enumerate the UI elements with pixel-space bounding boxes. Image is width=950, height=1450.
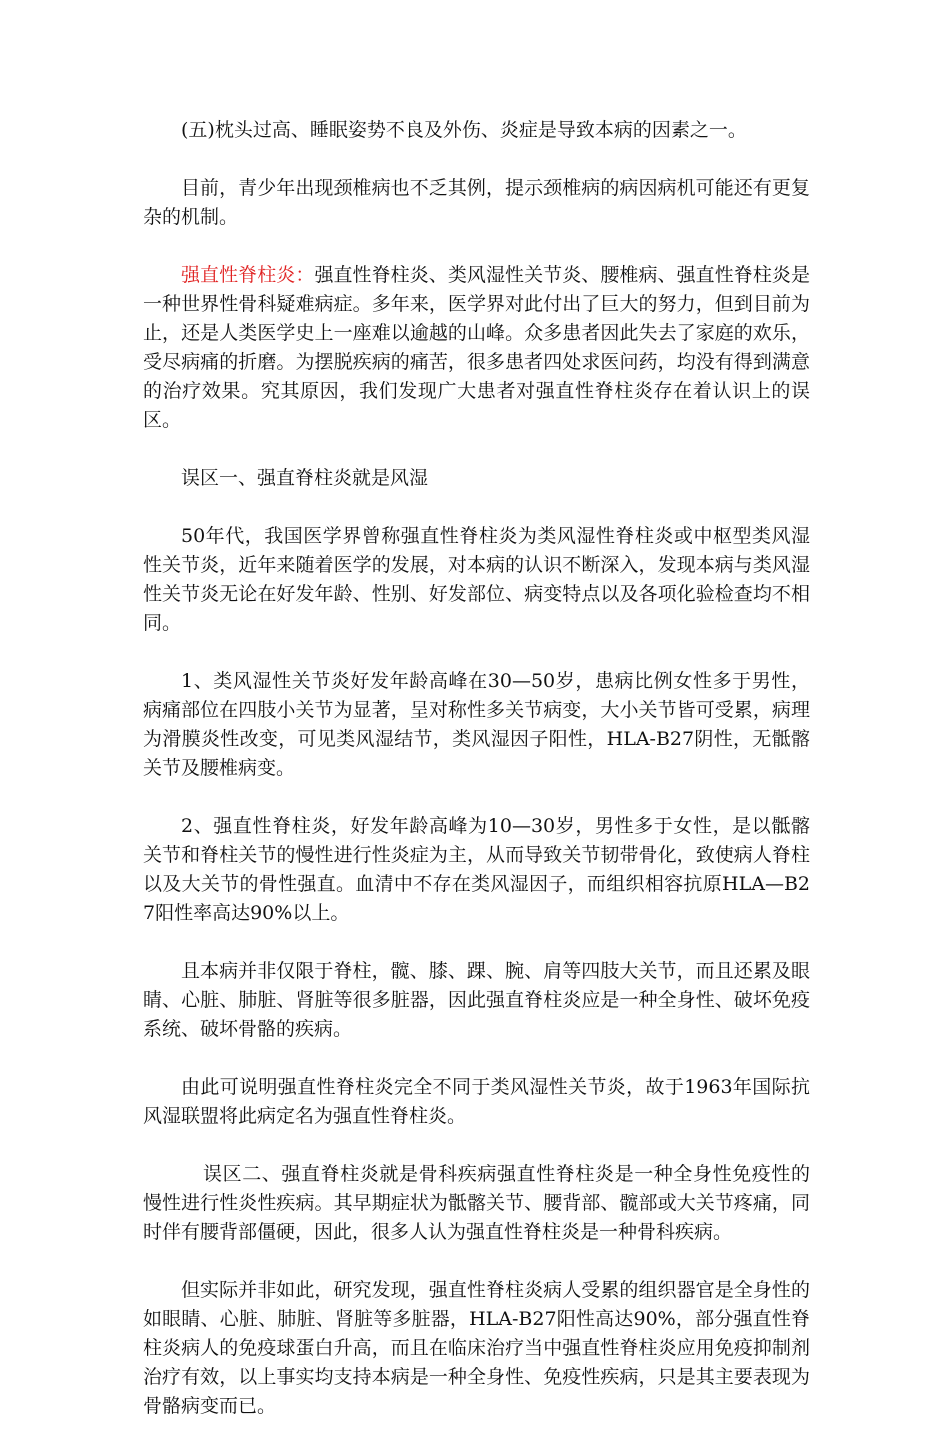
paragraph-systemic-involvement: 且本病并非仅限于脊柱，髋、膝、踝、腕、肩等四肢大关节，而且还累及眼睛、心脏、肺脏、肾脏等很多脏器，因此强直脊柱炎应是一种全身性、破坏免疫系统、破坏骨骼的疾病。 bbox=[143, 960, 810, 1040]
paragraph-naming-1963: 由此可说明强直性脊柱炎完全不同于类风湿性关节炎，故于1963年国际抗风湿联盟将此病定名为强直性脊柱炎。 bbox=[143, 1076, 810, 1127]
paragraph-as-intro bbox=[143, 261, 810, 435]
paragraph-ra-features: 1、类风湿性关节炎好发年龄高峰在30—50岁，患病比例女性多于男性，病痛部位在四肢小关节为显著，呈对称性多关节病变，大小关节皆可受累，病理为滑膜炎性改变，可见类风湿结节，类风湿因子阳性，HLA-B27阴性，无骶髂关节及腰椎病变。 bbox=[143, 670, 810, 779]
section-heading-as: 强直性脊柱炎： bbox=[181, 264, 315, 286]
paragraph-as-features: 2、强直性脊柱炎，好发年龄高峰为10—30岁，男性多于女性，是以骶髂关节和脊柱关节的慢性进行性炎症为主，从而导致关节韧带骨化，致使病人脊柱以及大关节的骨性强直。血清中不存在类风湿因子，而组织相容抗原HLA—B27阳性率高达90%以上。 bbox=[143, 815, 810, 924]
paragraph-1950s-history: 50年代，我国医学界曾称强直性脊柱炎为类风湿性脊柱炎或中枢型类风湿性关节炎，近年来随着医学的发展，对本病的认识不断深入，发现本病与类风湿性关节炎无论在好发年龄、性别、好发部位、病变特点以及各项化验检查均不相同。 bbox=[143, 525, 810, 634]
paragraph-immune-evidence: 但实际并非如此，研究发现，强直性脊柱炎病人受累的组织器官是全身性的如眼睛、心脏、肺脏、肾脏等多脏器，HLA-B27阳性高达90%，部分强直性脊柱炎病人的免疫球蛋白升高，而且在临床治疗当中强直性脊柱炎应用免疫抑制剂治疗有效，以上事实均支持本病是一种全身性、免疫性疾病，只是其主要表现为骨骼病变而已。 bbox=[143, 1279, 810, 1417]
paragraph-as-intro-body: 强直性脊柱炎、类风湿性关节炎、腰椎病、强直性脊柱炎是一种世界性骨科疑难病症。多年来，医学界对此付出了巨大的努力，但到目前为止，还是人类医学史上一座难以逾越的山峰。众多患者因此失去了家庭的欢乐，受尽病痛的折磨。为摆脱疾病的痛苦，很多患者四处求医问药，均没有得到满意的治疗效果。究其原因，我们发现广大患者对强直性脊柱炎存在着认识上的误区。 bbox=[143, 264, 810, 431]
paragraph-youth-cervical: 目前，青少年出现颈椎病也不乏其例，提示颈椎病的病因病机可能还有更复杂的机制。 bbox=[143, 177, 810, 228]
paragraph-pillow-cause: (五)枕头过高、睡眠姿势不良及外伤、炎症是导致本病的因素之一。 bbox=[181, 119, 747, 141]
paragraph-misconception-two: 误区二、强直脊柱炎就是骨科疾病强直性脊柱炎是一种全身性免疫性的慢性进行性炎性疾病。其早期症状为骶髂关节、腰背部、髋部或大关节疼痛，同时伴有腰背部僵硬，因此，很多人认为强直性脊柱炎是一种骨科疾病。 bbox=[143, 1163, 810, 1243]
misconception-one-heading: 误区一、强直脊柱炎就是风湿 bbox=[181, 467, 429, 489]
document-page bbox=[143, 116, 810, 1450]
